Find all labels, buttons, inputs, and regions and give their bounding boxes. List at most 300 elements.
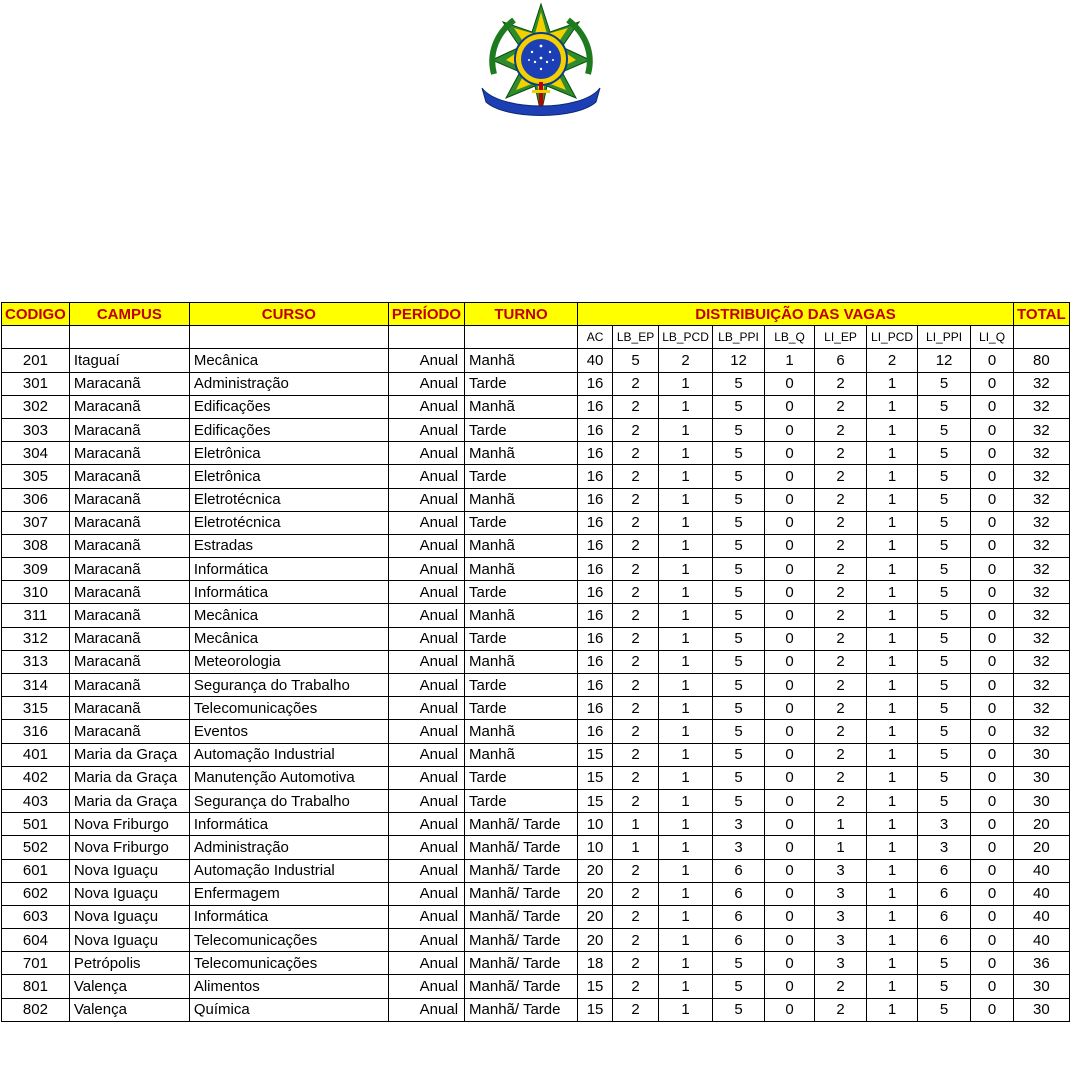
cell-vagas: 20: [578, 859, 613, 882]
cell-vagas: 1: [867, 418, 918, 441]
cell-periodo: Anual: [388, 766, 464, 789]
cell-turno: Manhã/ Tarde: [465, 882, 578, 905]
cell-vagas: 0: [971, 674, 1014, 697]
cell-vagas: 12: [918, 349, 971, 372]
cell-turno: Manhã: [465, 534, 578, 557]
cell-campus: Maracanã: [69, 558, 189, 581]
cell-vagas: 5: [613, 349, 659, 372]
cell-total: 32: [1014, 534, 1070, 557]
cell-vagas: 0: [765, 859, 815, 882]
cell-vagas: 6: [815, 349, 867, 372]
cell-codigo: 312: [2, 627, 70, 650]
cell-curso: Informática: [189, 905, 388, 928]
cell-vagas: 0: [971, 650, 1014, 673]
cell-campus: Maria da Graça: [69, 789, 189, 812]
table-row: [2, 766, 1070, 789]
header-periodo: PERÍODO: [388, 303, 464, 326]
cell-vagas: 15: [578, 766, 613, 789]
cell-vagas: 2: [815, 604, 867, 627]
cell-vagas: 6: [713, 859, 765, 882]
table-row: [2, 882, 1070, 905]
cell-vagas: 5: [918, 558, 971, 581]
table-row: [2, 418, 1070, 441]
cell-periodo: Anual: [388, 743, 464, 766]
cell-campus: Maracanã: [69, 442, 189, 465]
cell-vagas: 0: [765, 836, 815, 859]
cell-codigo: 604: [2, 929, 70, 952]
cell-vagas: 1: [815, 813, 867, 836]
cell-turno: Manhã: [465, 442, 578, 465]
cell-vagas: 5: [918, 511, 971, 534]
cell-campus: Maracanã: [69, 395, 189, 418]
cell-vagas: 0: [765, 395, 815, 418]
cell-turno: Manhã/ Tarde: [465, 929, 578, 952]
cell-vagas: 2: [613, 743, 659, 766]
cell-vagas: 1: [867, 650, 918, 673]
cell-total: 32: [1014, 650, 1070, 673]
cell-turno: Manhã/ Tarde: [465, 998, 578, 1021]
cell-vagas: 2: [613, 534, 659, 557]
cell-vagas: 0: [765, 929, 815, 952]
cell-periodo: Anual: [388, 952, 464, 975]
table-row: [2, 511, 1070, 534]
cell-vagas: 5: [713, 581, 765, 604]
table-row: [2, 442, 1070, 465]
cell-vagas: 0: [971, 952, 1014, 975]
cell-vagas: 2: [815, 372, 867, 395]
header-turno: TURNO: [465, 303, 578, 326]
cell-vagas: 0: [765, 534, 815, 557]
cell-campus: Maria da Graça: [69, 766, 189, 789]
subheader-cell: LB_PPI: [713, 326, 765, 349]
cell-vagas: 1: [867, 442, 918, 465]
cell-codigo: 802: [2, 998, 70, 1021]
cell-turno: Tarde: [465, 697, 578, 720]
cell-vagas: 0: [971, 488, 1014, 511]
cell-turno: Manhã/ Tarde: [465, 975, 578, 998]
cell-vagas: 2: [815, 743, 867, 766]
cell-turno: Manhã/ Tarde: [465, 952, 578, 975]
cell-vagas: 5: [918, 488, 971, 511]
table-row: [2, 929, 1070, 952]
cell-turno: Manhã: [465, 395, 578, 418]
cell-vagas: 5: [918, 395, 971, 418]
cell-vagas: 5: [713, 743, 765, 766]
cell-total: 32: [1014, 442, 1070, 465]
cell-vagas: 2: [867, 349, 918, 372]
cell-vagas: 1: [867, 859, 918, 882]
cell-periodo: Anual: [388, 418, 464, 441]
cell-curso: Eletrotécnica: [189, 511, 388, 534]
cell-vagas: 12: [713, 349, 765, 372]
table-row: [2, 975, 1070, 998]
cell-vagas: 2: [613, 882, 659, 905]
cell-vagas: 2: [613, 442, 659, 465]
cell-vagas: 1: [867, 789, 918, 812]
cell-vagas: 2: [815, 558, 867, 581]
cell-vagas: 2: [613, 558, 659, 581]
table-body: [2, 349, 1070, 1021]
cell-curso: Mecânica: [189, 349, 388, 372]
cell-vagas: 1: [659, 975, 713, 998]
cell-vagas: 0: [971, 697, 1014, 720]
cell-vagas: 20: [578, 929, 613, 952]
cell-vagas: 5: [918, 975, 971, 998]
cell-curso: Informática: [189, 558, 388, 581]
cell-vagas: 5: [713, 442, 765, 465]
cell-vagas: 2: [613, 604, 659, 627]
cell-vagas: 15: [578, 975, 613, 998]
cell-vagas: 0: [765, 465, 815, 488]
cell-vagas: 16: [578, 465, 613, 488]
cell-total: 32: [1014, 488, 1070, 511]
cell-vagas: 1: [867, 627, 918, 650]
cell-vagas: 2: [613, 720, 659, 743]
cell-vagas: 0: [971, 720, 1014, 743]
cell-vagas: 5: [918, 581, 971, 604]
cell-vagas: 16: [578, 511, 613, 534]
table-row: [2, 465, 1070, 488]
cell-vagas: 2: [613, 859, 659, 882]
cell-vagas: 1: [659, 534, 713, 557]
cell-vagas: 5: [918, 627, 971, 650]
cell-periodo: Anual: [388, 836, 464, 859]
cell-vagas: 1: [867, 998, 918, 1021]
cell-vagas: 0: [971, 349, 1014, 372]
cell-vagas: 2: [613, 998, 659, 1021]
table-row: [2, 813, 1070, 836]
cell-curso: Edificações: [189, 418, 388, 441]
cell-vagas: 5: [713, 418, 765, 441]
cell-campus: Petrópolis: [69, 952, 189, 975]
cell-campus: Nova Friburgo: [69, 836, 189, 859]
cell-campus: Maracanã: [69, 581, 189, 604]
cell-vagas: 5: [918, 650, 971, 673]
cell-vagas: 0: [765, 882, 815, 905]
cell-vagas: 0: [971, 418, 1014, 441]
cell-vagas: 5: [713, 975, 765, 998]
cell-codigo: 305: [2, 465, 70, 488]
cell-vagas: 2: [815, 465, 867, 488]
cell-vagas: 2: [613, 650, 659, 673]
cell-codigo: 501: [2, 813, 70, 836]
cell-periodo: Anual: [388, 581, 464, 604]
cell-periodo: Anual: [388, 372, 464, 395]
cell-turno: Manhã: [465, 604, 578, 627]
cell-vagas: 1: [659, 488, 713, 511]
cell-turno: Tarde: [465, 627, 578, 650]
cell-vagas: 2: [659, 349, 713, 372]
cell-campus: Valença: [69, 998, 189, 1021]
cell-vagas: 2: [613, 465, 659, 488]
cell-periodo: Anual: [388, 511, 464, 534]
cell-codigo: 307: [2, 511, 70, 534]
cell-vagas: 1: [659, 581, 713, 604]
cell-campus: Maracanã: [69, 511, 189, 534]
cell-codigo: 701: [2, 952, 70, 975]
cell-campus: Nova Iguaçu: [69, 929, 189, 952]
subheader-cell: LB_Q: [765, 326, 815, 349]
cell-vagas: 1: [659, 743, 713, 766]
cell-vagas: 0: [971, 442, 1014, 465]
cell-codigo: 602: [2, 882, 70, 905]
cell-vagas: 2: [613, 488, 659, 511]
cell-codigo: 314: [2, 674, 70, 697]
table-row: [2, 952, 1070, 975]
cell-vagas: 15: [578, 789, 613, 812]
cell-curso: Administração: [189, 836, 388, 859]
cell-vagas: 16: [578, 581, 613, 604]
cell-campus: Nova Friburgo: [69, 813, 189, 836]
cell-vagas: 0: [971, 558, 1014, 581]
cell-vagas: 0: [765, 975, 815, 998]
cell-vagas: 0: [765, 488, 815, 511]
cell-vagas: 5: [713, 697, 765, 720]
cell-periodo: Anual: [388, 604, 464, 627]
cell-vagas: 0: [765, 789, 815, 812]
cell-vagas: 2: [815, 395, 867, 418]
cell-turno: Manhã/ Tarde: [465, 813, 578, 836]
cell-vagas: 2: [815, 766, 867, 789]
cell-vagas: 5: [918, 604, 971, 627]
cell-vagas: 1: [659, 836, 713, 859]
cell-vagas: 16: [578, 604, 613, 627]
cell-total: 32: [1014, 627, 1070, 650]
cell-codigo: 401: [2, 743, 70, 766]
cell-turno: Tarde: [465, 581, 578, 604]
cell-turno: Tarde: [465, 766, 578, 789]
cell-turno: Tarde: [465, 674, 578, 697]
cell-vagas: 2: [815, 511, 867, 534]
cell-total: 40: [1014, 929, 1070, 952]
cell-vagas: 1: [659, 720, 713, 743]
cell-vagas: 6: [918, 882, 971, 905]
header-total: TOTAL: [1014, 303, 1070, 326]
cell-vagas: 40: [578, 349, 613, 372]
cell-vagas: 0: [971, 581, 1014, 604]
cell-vagas: 6: [918, 905, 971, 928]
cell-periodo: Anual: [388, 465, 464, 488]
cell-periodo: Anual: [388, 395, 464, 418]
cell-vagas: 1: [659, 882, 713, 905]
cell-campus: Maracanã: [69, 372, 189, 395]
cell-vagas: 2: [815, 998, 867, 1021]
cell-total: 32: [1014, 395, 1070, 418]
cell-vagas: 1: [867, 511, 918, 534]
cell-curso: Segurança do Trabalho: [189, 674, 388, 697]
table-row: [2, 558, 1070, 581]
cell-curso: Química: [189, 998, 388, 1021]
cell-vagas: 5: [918, 766, 971, 789]
cell-vagas: 2: [613, 766, 659, 789]
cell-codigo: 302: [2, 395, 70, 418]
cell-vagas: 5: [713, 789, 765, 812]
subheader-empty: [465, 326, 578, 349]
cell-vagas: 5: [918, 952, 971, 975]
cell-curso: Mecânica: [189, 604, 388, 627]
subheader-empty: [69, 326, 189, 349]
cell-periodo: Anual: [388, 789, 464, 812]
cell-vagas: 1: [659, 674, 713, 697]
cell-vagas: 1: [659, 511, 713, 534]
cell-vagas: 20: [578, 882, 613, 905]
cell-vagas: 10: [578, 813, 613, 836]
cell-vagas: 5: [713, 465, 765, 488]
cell-vagas: 0: [971, 929, 1014, 952]
cell-vagas: 0: [971, 604, 1014, 627]
cell-total: 30: [1014, 743, 1070, 766]
cell-total: 32: [1014, 604, 1070, 627]
cell-vagas: 1: [659, 929, 713, 952]
cell-vagas: 1: [659, 905, 713, 928]
cell-total: 32: [1014, 372, 1070, 395]
cell-vagas: 5: [713, 627, 765, 650]
cell-vagas: 5: [918, 674, 971, 697]
cell-vagas: 3: [918, 813, 971, 836]
subheader-cell: LI_PPI: [918, 326, 971, 349]
cell-curso: Telecomunicações: [189, 929, 388, 952]
cell-campus: Maracanã: [69, 534, 189, 557]
cell-total: 32: [1014, 581, 1070, 604]
cell-vagas: 10: [578, 836, 613, 859]
cell-vagas: 0: [765, 720, 815, 743]
coat-of-arms-emblem: [480, 2, 602, 120]
cell-total: 20: [1014, 813, 1070, 836]
cell-codigo: 402: [2, 766, 70, 789]
cell-vagas: 2: [613, 905, 659, 928]
cell-vagas: 0: [765, 558, 815, 581]
header-row: [2, 303, 1070, 326]
cell-vagas: 2: [613, 975, 659, 998]
cell-campus: Maracanã: [69, 674, 189, 697]
cell-vagas: 0: [765, 998, 815, 1021]
cell-turno: Manhã: [465, 558, 578, 581]
table-row: [2, 789, 1070, 812]
cell-vagas: 1: [659, 465, 713, 488]
cell-total: 20: [1014, 836, 1070, 859]
cell-codigo: 309: [2, 558, 70, 581]
cell-total: 80: [1014, 349, 1070, 372]
cell-vagas: 2: [815, 650, 867, 673]
cell-vagas: 6: [918, 859, 971, 882]
cell-vagas: 0: [971, 975, 1014, 998]
cell-vagas: 0: [971, 766, 1014, 789]
cell-vagas: 1: [659, 372, 713, 395]
cell-vagas: 1: [613, 836, 659, 859]
cell-vagas: 2: [613, 697, 659, 720]
cell-codigo: 303: [2, 418, 70, 441]
cell-campus: Valença: [69, 975, 189, 998]
cell-periodo: Anual: [388, 905, 464, 928]
cell-vagas: 5: [713, 372, 765, 395]
cell-campus: Maracanã: [69, 465, 189, 488]
cell-vagas: 6: [918, 929, 971, 952]
cell-vagas: 5: [713, 952, 765, 975]
cell-total: 30: [1014, 998, 1070, 1021]
cell-codigo: 601: [2, 859, 70, 882]
cell-total: 32: [1014, 720, 1070, 743]
cell-vagas: 16: [578, 395, 613, 418]
table-row: [2, 743, 1070, 766]
cell-vagas: 0: [971, 743, 1014, 766]
cell-vagas: 0: [971, 813, 1014, 836]
cell-vagas: 0: [971, 372, 1014, 395]
header-curso: CURSO: [189, 303, 388, 326]
subheader-cell: LB_EP: [613, 326, 659, 349]
subheader-cell: LB_PCD: [659, 326, 713, 349]
cell-vagas: 2: [815, 975, 867, 998]
cell-vagas: 5: [918, 418, 971, 441]
cell-vagas: 0: [765, 952, 815, 975]
cell-vagas: 0: [765, 650, 815, 673]
cell-turno: Tarde: [465, 372, 578, 395]
cell-total: 30: [1014, 789, 1070, 812]
cell-vagas: 1: [659, 418, 713, 441]
table-row: [2, 836, 1070, 859]
cell-vagas: 1: [867, 952, 918, 975]
cell-vagas: 2: [613, 418, 659, 441]
cell-vagas: 0: [971, 998, 1014, 1021]
cell-vagas: 2: [613, 789, 659, 812]
cell-total: 32: [1014, 697, 1070, 720]
table-row: [2, 905, 1070, 928]
cell-campus: Maria da Graça: [69, 743, 189, 766]
cell-campus: Nova Iguaçu: [69, 882, 189, 905]
cell-codigo: 316: [2, 720, 70, 743]
cell-vagas: 0: [971, 789, 1014, 812]
cell-vagas: 2: [815, 674, 867, 697]
subheader-empty: [189, 326, 388, 349]
cell-total: 32: [1014, 558, 1070, 581]
cell-vagas: 5: [918, 743, 971, 766]
cell-vagas: 1: [867, 929, 918, 952]
cell-vagas: 16: [578, 674, 613, 697]
cell-campus: Maracanã: [69, 720, 189, 743]
cell-campus: Maracanã: [69, 488, 189, 511]
cell-vagas: 16: [578, 697, 613, 720]
cell-vagas: 3: [815, 905, 867, 928]
cell-vagas: 5: [713, 766, 765, 789]
cell-vagas: 0: [765, 697, 815, 720]
cell-vagas: 5: [713, 998, 765, 1021]
cell-vagas: 0: [765, 627, 815, 650]
cell-codigo: 801: [2, 975, 70, 998]
cell-curso: Estradas: [189, 534, 388, 557]
cell-vagas: 5: [918, 442, 971, 465]
subheader-cell: AC: [578, 326, 613, 349]
table-row: [2, 604, 1070, 627]
cell-total: 30: [1014, 975, 1070, 998]
cell-curso: Eletrônica: [189, 442, 388, 465]
cell-vagas: 1: [659, 650, 713, 673]
cell-total: 32: [1014, 418, 1070, 441]
header-distribuicao: DISTRIBUIÇÃO DAS VAGAS: [578, 303, 1014, 326]
cell-vagas: 5: [918, 720, 971, 743]
cell-turno: Manhã/ Tarde: [465, 836, 578, 859]
cell-vagas: 1: [659, 627, 713, 650]
header-campus: CAMPUS: [69, 303, 189, 326]
cell-vagas: 1: [867, 674, 918, 697]
cell-vagas: 2: [613, 952, 659, 975]
cell-vagas: 1: [867, 836, 918, 859]
cell-vagas: 2: [815, 697, 867, 720]
subheader-cell: LI_EP: [815, 326, 867, 349]
cell-vagas: 0: [971, 511, 1014, 534]
cell-vagas: 16: [578, 627, 613, 650]
cell-vagas: 0: [971, 905, 1014, 928]
cell-vagas: 15: [578, 998, 613, 1021]
cell-total: 30: [1014, 766, 1070, 789]
